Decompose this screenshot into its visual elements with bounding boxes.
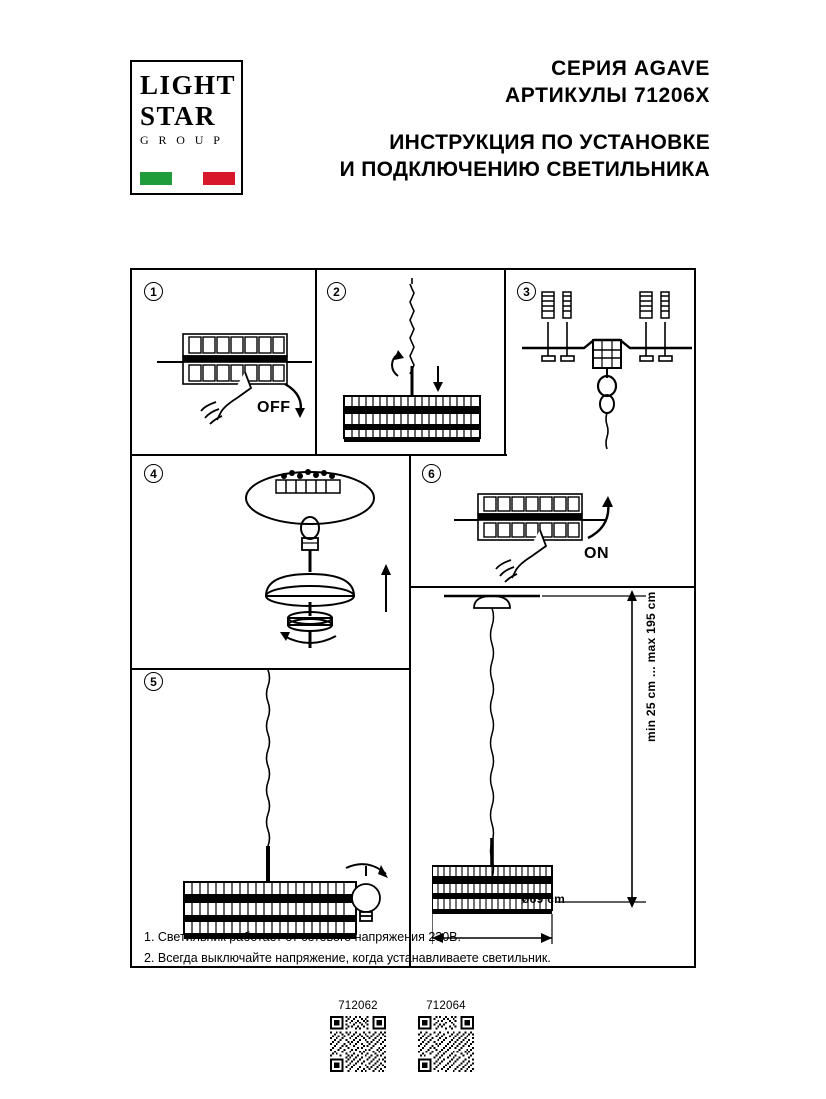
series-name: СЕРИЯ AGAVE [551, 57, 710, 80]
qr-code-icon-2[interactable] [418, 1016, 474, 1072]
step-number-1: 1 [144, 282, 163, 301]
step-3-illustration [522, 288, 692, 453]
logo-group-text: G R O U P [140, 133, 224, 147]
divider-h-row1-left [132, 454, 507, 456]
italy-flag-icon [140, 172, 235, 185]
qr-item-1 [330, 1000, 386, 1072]
step-4-illustration [210, 466, 410, 664]
note-2: 2. Всегда выключайте напряжение, когда устанавливаете светильник. [144, 951, 551, 965]
qr-item-2 [418, 1000, 474, 1072]
brand-logo [130, 60, 243, 195]
qr-code-label-1: 712062 [338, 1000, 378, 1012]
header-text-block [260, 55, 710, 183]
step-6-label: ON [584, 545, 609, 562]
document-title-line-2: И ПОДКЛЮЧЕНИЮ СВЕТИЛЬНИКА [339, 158, 710, 181]
header [130, 55, 710, 205]
article-numbers: АРТИКУЛЫ 71206X [505, 84, 710, 107]
steps-frame [130, 268, 696, 968]
step-2-illustration [328, 278, 498, 450]
document-title-line-1: ИНСТРУКЦИЯ ПО УСТАНОВКЕ [389, 131, 710, 154]
height-dimension-label: min 25 cm ... max 195 cm [644, 591, 658, 742]
step-number-3: 3 [517, 282, 536, 301]
step-number-5: 5 [144, 672, 163, 691]
divider-v-step1-step2 [315, 270, 317, 454]
step-number-6: 6 [422, 464, 441, 483]
divider-v-step2-step3 [504, 270, 506, 454]
qr-code-label-2: 712064 [426, 1000, 466, 1012]
notes-block [130, 919, 696, 979]
step-1-label: OFF [257, 399, 291, 416]
qr-code-icon-1[interactable] [330, 1016, 386, 1072]
step-6-illustration [454, 480, 629, 588]
logo-line-1: LIGHT [140, 70, 237, 100]
step-number-2: 2 [327, 282, 346, 301]
document-title [260, 129, 710, 183]
diameter-dimension-label: ø69 cm [522, 892, 566, 906]
qr-codes-block [330, 1000, 500, 1080]
step-number-4: 4 [144, 464, 163, 483]
logo-line-2: STAR [140, 101, 217, 131]
note-1: 1. Светильник работает от сетевого напряжения 230В. [144, 930, 461, 944]
